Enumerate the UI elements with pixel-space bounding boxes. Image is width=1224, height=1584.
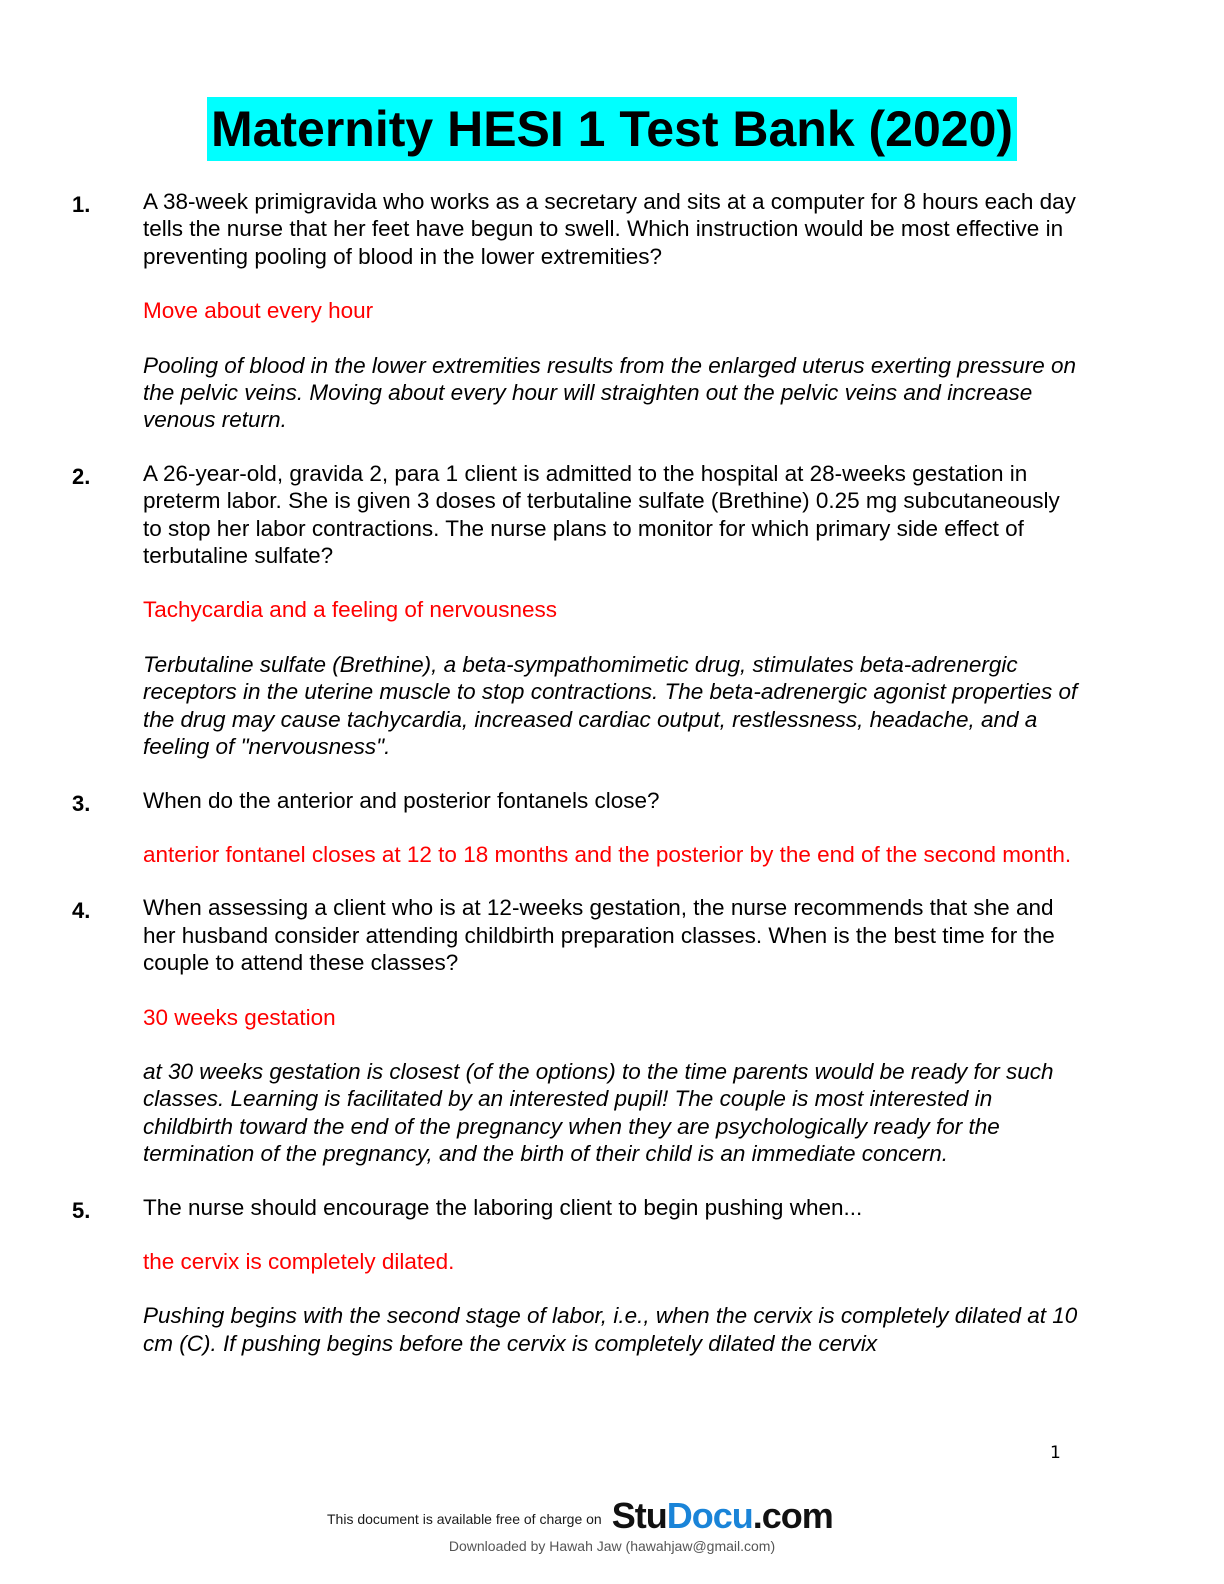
question-item-4 (0, 894, 1224, 1167)
question-text: A 26-year-old, gravida 2, para 1 client is admitted to the hospital at 28-weeks gestation in preterm labor. She is given 3 doses of terbutaline sulfate (Brethine) 0.25 mg subcutaneously to stop her labor contractions. The nurse plans to monitor for which primary side effect of terbutaline sulfate? (143, 460, 1060, 569)
rationale-text: Terbutaline sulfate (Brethine), a beta-sympathomimetic drug, stimulates beta-adrenergic receptors in the uterine muscle to stop contractions. The beta-adrenergic agonist properties of the drug may cause tachycardia, increased cardiac output, restlessness, headache, and a feeling of "nervousness". (143, 651, 1078, 760)
question-text: A 38-week primigravida who works as a secretary and sits at a computer for 8 hours each day tells the nurse that her feet have begun to swell. Which instruction would be most effective in preventing pooling of blood in the lower extremities? (143, 189, 1076, 269)
footer (0, 1490, 1224, 1584)
question-text: When assessing a client who is at 12-weeks gestation, the nurse recommends that she and her husband consider attending childbirth preparation classes. When is the best time for the couple to attend these classes? (143, 895, 1055, 976)
question-text: When do the anterior and posterior fontanels close? (143, 787, 660, 813)
question-number: 3. (72, 790, 91, 816)
title-wrapper (0, 97, 1224, 161)
rationale-text: Pooling of blood in the lower extremities results from the enlarged uterus exerting pressure on the pelvic veins. Moving about every hour will straighten out the pelvic veins and increase venous return. (143, 352, 1076, 433)
question-number: 4. (72, 898, 91, 924)
logo-part-com: .com (752, 1495, 833, 1536)
logo-part-docu: Docu (666, 1495, 753, 1536)
footer-available-text: This document is available free of charge on (327, 1511, 602, 1527)
answer-text: Tachycardia and a feeling of nervousness (143, 597, 558, 623)
question-number: 1. (72, 192, 91, 217)
page-number: 1 (1050, 1443, 1061, 1463)
question-item-5 (0, 1194, 1224, 1358)
rationale-text: at 30 weeks gestation is closest (of the options) to the time parents would be ready for such classes. Learning is facilitated by an interested pupil! The couple is most interested in childbirth toward the end of the pregnancy when they are psychologically ready for the termination of the pregnancy, and the birth of their child is an immediate concern. (143, 1058, 1054, 1167)
footer-downloaded-text: Downloaded by Hawah Jaw (hawahjaw@gmail.com) (448, 1538, 776, 1554)
question-item-3 (0, 787, 1224, 869)
answer-text: anterior fontanel closes at 12 to 18 months and the posterior by the end of the second month. (143, 841, 1072, 867)
rationale-text: Pushing begins with the second stage of labor, i.e., when the cervix is completely dilated at 10 cm (C). If pushing begins before the cervix is completely dilated the cervix (143, 1303, 1078, 1356)
answer-text: 30 weeks gestation (143, 1004, 336, 1030)
logo-part-stu: Stu (611, 1495, 667, 1536)
studocu-logo[interactable] (612, 1496, 833, 1536)
question-item-2 (0, 460, 1224, 761)
question-number: 2. (72, 463, 91, 489)
question-list (0, 188, 1224, 1383)
answer-text: Move about every hour (143, 298, 374, 324)
document-title: Maternity HESI 1 Test Bank (2020) (207, 97, 1017, 161)
question-item-1 (0, 188, 1224, 434)
question-text: The nurse should encourage the laboring client to begin pushing when... (143, 1194, 863, 1220)
footer-availability-line (327, 1496, 833, 1536)
answer-text: the cervix is completely dilated. (143, 1248, 455, 1274)
question-number: 5. (72, 1197, 91, 1223)
